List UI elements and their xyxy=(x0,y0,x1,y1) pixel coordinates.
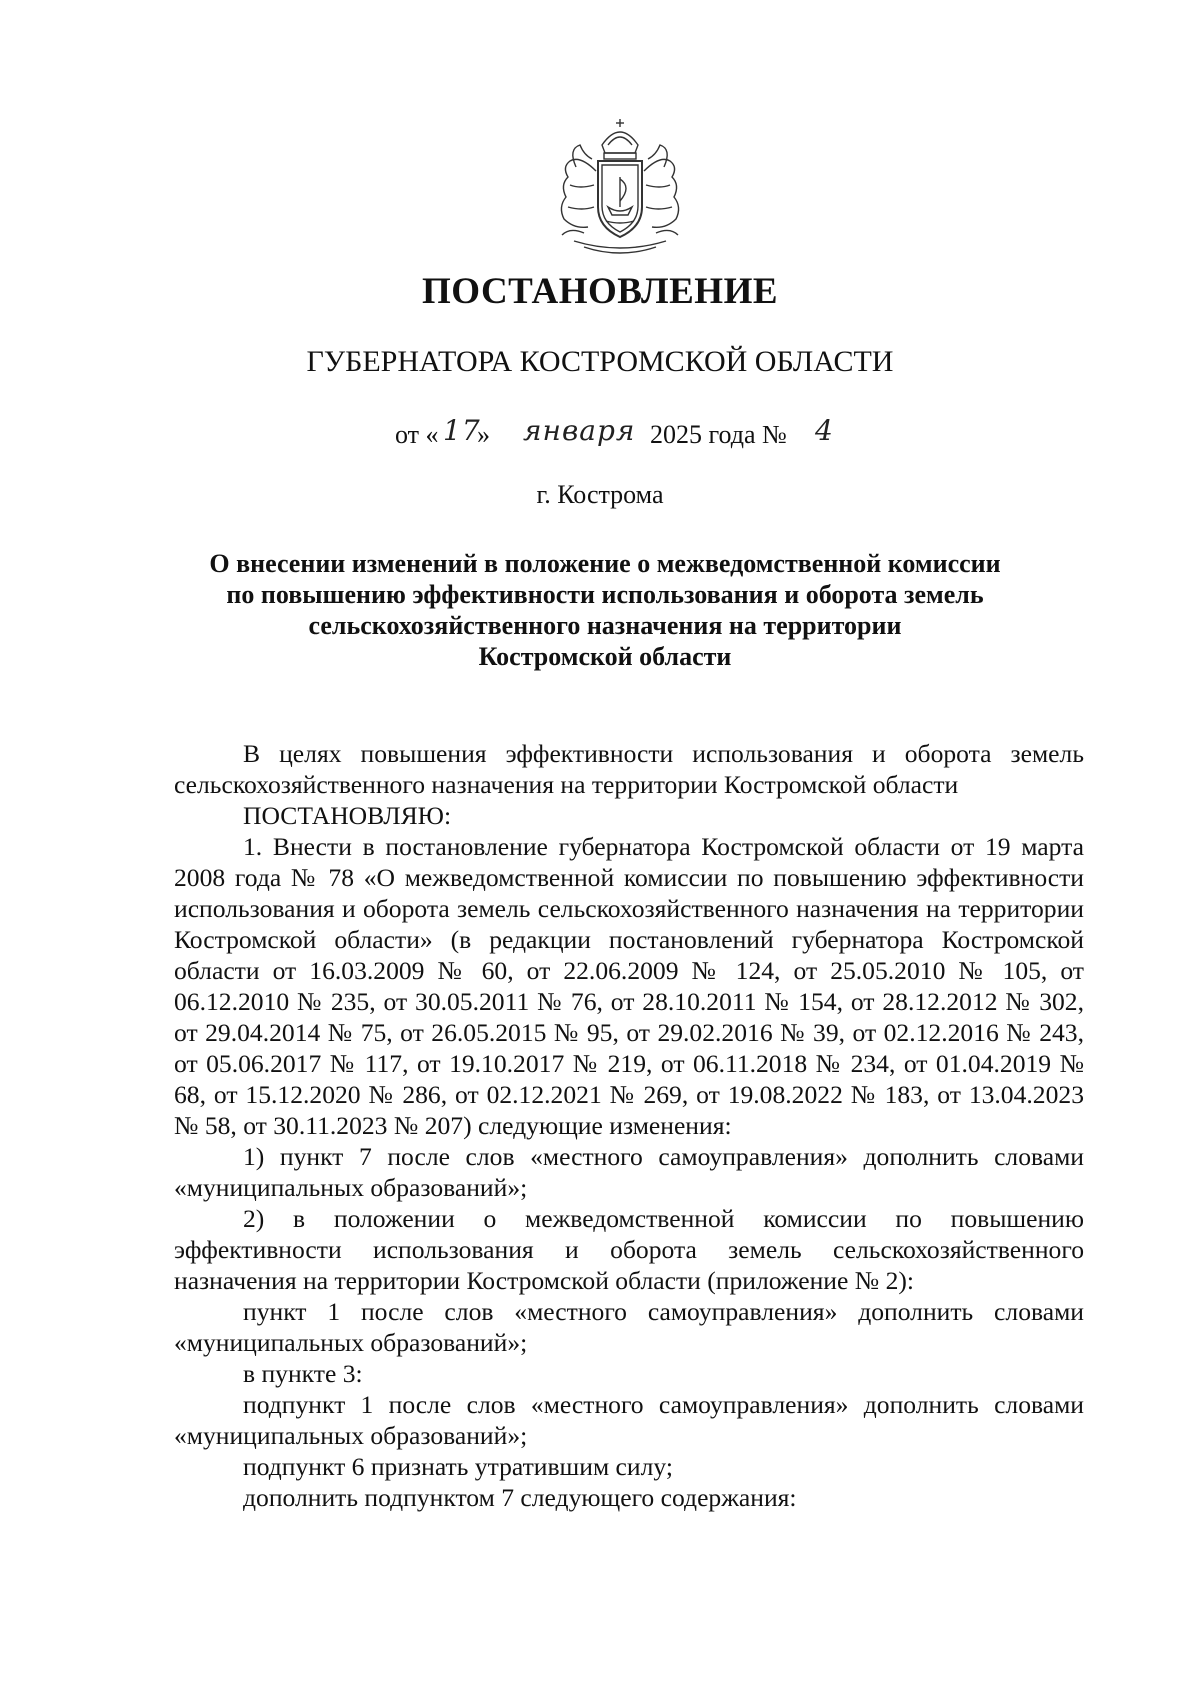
date-month-handwritten: января xyxy=(523,414,636,447)
body-paragraph: 1) пункт 7 после слов «местного самоуправления» дополнить словами «муниципальных образований»; xyxy=(174,1142,1084,1202)
body-paragraph: дополнить подпунктом 7 следующего содержания: xyxy=(243,1483,797,1512)
title-line: по повышению эффективности использования и оборота земель xyxy=(226,580,984,609)
issuer-heading: ГУБЕРНАТОРА КОСТРОМСКОЙ ОБЛАСТИ xyxy=(306,345,894,378)
title-line: Костромской области xyxy=(478,642,732,671)
body-paragraph: пункт 1 после слов «местного самоуправления» дополнить словами «муниципальных образований»; xyxy=(174,1297,1084,1357)
date-line xyxy=(395,412,995,460)
body-paragraph: 1. Внести в постановление губернатора Костромской области от 19 марта 2008 года № 78 «О межведомственной комиссии по повышению эффективности использования и оборота земель сельскохозяйственного назначения на территории Костромской области» (в редакции постановлений губернатора Костромской области от 16.03.2009 № 60, от 22.06.2009 № 124, от 25.05.2010 № 105, от 06.12.2010 № 235, от 30.05.2011 № 76, от 28.10.2011 № 154, от 28.12.2012 № 302, от 29.04.2014 № 75, от 26.05.2015 № 95, от 29.02.2016 № 39, от 02.12.2016 № 243, от 05.06.2017 № 117, от 19.10.2017 № 219, от 06.11.2018 № 234, от 01.04.2019 № 68, от 15.12.2020 № 286, от 02.12.2021 № 269, от 19.08.2022 № 183, от 13.04.2023 № 58, от 30.11.2023 № 207) следующие изменения: xyxy=(174,832,1084,1140)
coat-of-arms-icon xyxy=(540,115,700,260)
city-line: г. Кострома xyxy=(536,480,664,509)
date-day-close: » xyxy=(477,420,490,449)
document-body xyxy=(174,738,1084,1513)
date-year: 2025 года № xyxy=(650,420,787,449)
body-paragraph: подпункт 1 после слов «местного самоуправления» дополнить словами «муниципальных образований»; xyxy=(174,1390,1084,1450)
date-prefix: от « xyxy=(395,420,439,449)
body-paragraph-resolve: ПОСТАНОВЛЯЮ: xyxy=(243,801,452,830)
document-type-heading: ПОСТАНОВЛЕНИЕ xyxy=(421,271,779,312)
document-title xyxy=(190,548,1020,672)
title-line: О внесении изменений в положение о межведомственной комиссии xyxy=(209,549,1001,578)
body-paragraph: 2) в положении о межведомственной комиссии по повышению эффективности использования и оборота земель сельскохозяйственного назначения на территории Костромской области (приложение № 2): xyxy=(174,1204,1084,1295)
date-day-handwritten: 17 xyxy=(443,414,481,447)
body-paragraph: подпункт 6 признать утратившим силу; xyxy=(243,1452,673,1481)
document-number-handwritten: 4 xyxy=(815,414,834,447)
body-paragraph: В целях повышения эффективности использования и оборота земель сельскохозяйственного назначения на территории Костромской области xyxy=(174,739,1084,799)
title-line: сельскохозяйственного назначения на территории xyxy=(308,611,902,640)
body-paragraph: в пункте 3: xyxy=(243,1359,363,1388)
